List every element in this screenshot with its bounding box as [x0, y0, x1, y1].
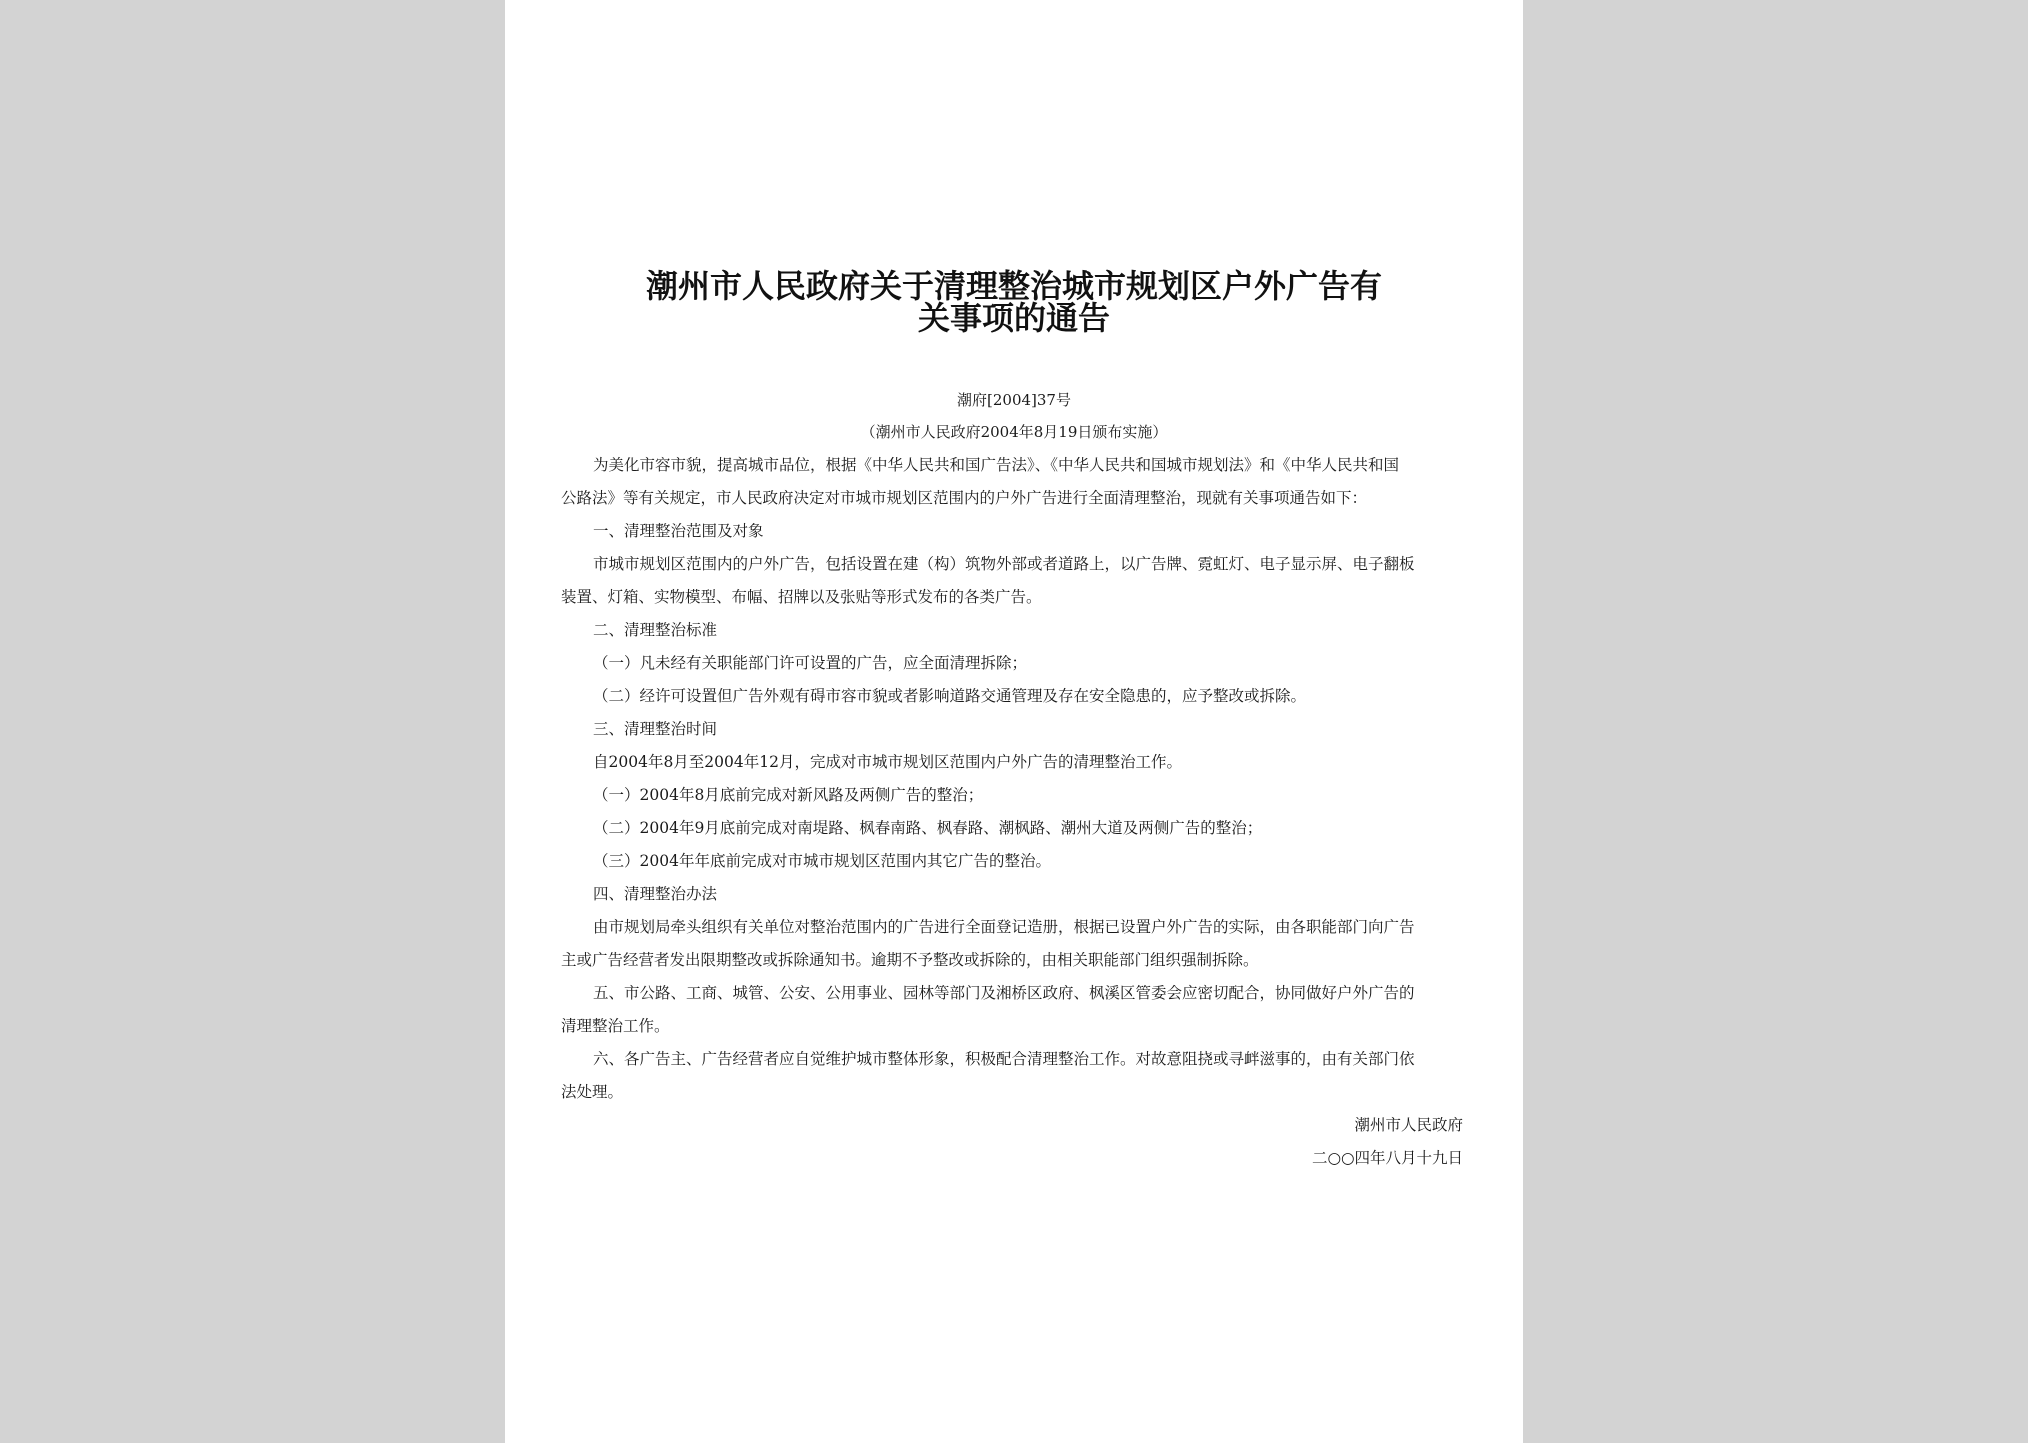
section-heading-3: 三、清理整治时间 — [593, 720, 718, 738]
section-heading-4: 四、清理整治办法 — [593, 885, 718, 903]
signature-organization: 潮州市人民政府 — [1354, 1116, 1463, 1134]
section-5-line-2: 清理整治工作。 — [561, 1017, 670, 1035]
document-title-line-1: 潮州市人民政府关于清理整治城市规划区户外广告有 — [645, 267, 1382, 305]
time-item-2: （二）2004年9月底前完成对南堤路、枫春南路、枫春路、潮枫路、潮州大道及两侧广告的整治； — [593, 819, 1263, 837]
document-title-line-2: 关事项的通告 — [917, 299, 1110, 337]
paragraph-scope-line-1: 市城市规划区范围内的户外广告，包括设置在建（构）筑物外部或者道路上，以广告牌、霓虹灯、电子显示屏、电子翻板 — [593, 555, 1415, 573]
standard-item-1: （一）凡未经有关职能部门许可设置的广告，应全面清理拆除； — [593, 654, 1028, 672]
issued-note: （潮州市人民政府2004年8月19日颁布实施） — [860, 423, 1168, 441]
time-item-1: （一）2004年8月底前完成对新风路及两侧广告的整治； — [593, 786, 984, 804]
section-5-line-1: 五、市公路、工商、城管、公安、公用事业、园林等部门及湘桥区政府、枫溪区管委会应密切配合，协同做好户外广告的 — [593, 984, 1415, 1002]
section-heading-1: 一、清理整治范围及对象 — [593, 522, 764, 540]
paragraph-method-line-1: 由市规划局牵头组织有关单位对整治范围内的广告进行全面登记造册，根据已设置户外广告的实际，由各职能部门向广告 — [593, 918, 1415, 936]
section-6-line-2: 法处理。 — [561, 1083, 624, 1101]
time-item-3: （三）2004年年底前完成对市城市规划区范围内其它广告的整治。 — [593, 852, 1051, 870]
paragraph-intro-line-2: 公路法》等有关规定，市人民政府决定对市城市规划区范围内的户外广告进行全面清理整治，现就有关事项通告如下： — [561, 489, 1368, 507]
signature-date: 二○○四年八月十九日 — [1311, 1149, 1463, 1167]
section-heading-2: 二、清理整治标准 — [593, 621, 718, 639]
section-6-line-1: 六、各广告主、广告经营者应自觉维护城市整体形象，积极配合清理整治工作。对故意阻挠或寻衅滋事的，由有关部门依 — [593, 1050, 1415, 1068]
document-page — [505, 0, 1523, 1443]
standard-item-2: （二）经许可设置但广告外观有碍市容市貌或者影响道路交通管理及存在安全隐患的，应予整改或拆除。 — [593, 687, 1307, 705]
paragraph-scope-line-2: 装置、灯箱、实物模型、布幅、招牌以及张贴等形式发布的各类广告。 — [561, 588, 1042, 606]
paragraph-method-line-2: 主或广告经营者发出限期整改或拆除通知书。逾期不予整改或拆除的，由相关职能部门组织强制拆除。 — [561, 951, 1259, 969]
paragraph-time: 自2004年8月至2004年12月，完成对市城市规划区范围内户外广告的清理整治工作。 — [593, 753, 1182, 771]
document-number: 潮府[2004]37号 — [957, 391, 1071, 409]
paragraph-intro-line-1: 为美化市容市貌，提高城市品位，根据《中华人民共和国广告法》、《中华人民共和国城市规划法》和《中华人民共和国 — [593, 456, 1400, 474]
